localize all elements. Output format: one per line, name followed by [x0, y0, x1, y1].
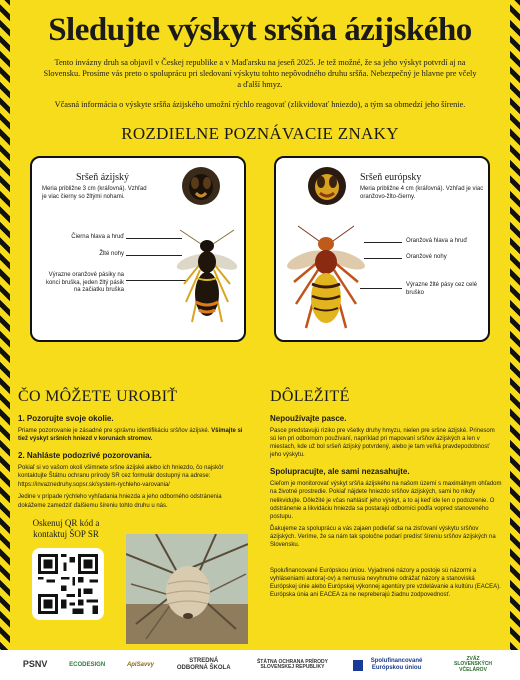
- logo-psnv: PSNV: [22, 659, 48, 670]
- logo-ecodesign: ECODESIGN: [69, 661, 106, 668]
- bottom-columns: [18, 388, 502, 620]
- step-1-text: Priame pozorovanie je zásadné pre správnu identifikáciu sršňov ázijské. Všímajte si tiež výskyt sršních hniezd v korunách stromov.: [18, 428, 243, 443]
- european-hornet-card: [274, 156, 490, 342]
- important-heading: DÔLEŽITÉ: [270, 388, 350, 405]
- eu-flag-icon: [353, 660, 363, 671]
- asian-hornet-illustration: [172, 218, 242, 336]
- pointer-line: [360, 288, 402, 289]
- pointer-line: [364, 258, 402, 259]
- what-to-do-heading: ČO MÔŽETE UROBIŤ: [18, 388, 178, 405]
- hazard-stripes-left: [0, 0, 10, 680]
- comparison-cards: [30, 156, 490, 342]
- european-hornet-illustration: [284, 220, 368, 338]
- asian-hornet-head-image: [182, 167, 220, 205]
- cooperate-text: Cieľom je monitorovať výskyt sršňa ázijského na našom území s maximálnym ohľadom na životné prostredie. Pokiaľ nájdete hniezdo sršňov ázijských, sami ho nikdy nelikvidujte. Dôležité je včas nahlásiť jeho výskyt, a to aj keď ide len o podozrenie. O odstránenie a likvidáciu hniezda sa postarajú odborníci podľa vopred stanoveného postupu.: [270, 481, 502, 520]
- european-hornet-desc: Meria približne 4 cm (kráľovná). Vzhľad je viac oranžovo-žlto-čierny.: [360, 185, 484, 200]
- report-link[interactable]: https://invaznedruhy.sopsr.sk/system-rychleho-varovania/: [18, 482, 170, 489]
- asian-hornet-card: [30, 156, 246, 342]
- poster-title: Sledujte výskyt sršňa ázijského: [48, 12, 472, 48]
- asian-label-abdomen: Výrazne oranžové pásiky na konci bruška, jeden žltý pásik na začiatku bruška: [45, 271, 124, 294]
- partner-logos-footer: [0, 650, 520, 680]
- differences-heading: ROZDIELNE POZNÁVACIE ZNAKY: [121, 123, 399, 143]
- eu-disclaimer: Spolufinancované Európskou úniou. Vyjadrené názory a postoje sú názormi a vyhláseniami autora(-ov) a nemusia nevyhnutne odrážať názory a stanoviská Európskej únie alebo Európskej výkonnej agentúry pre vzdelávanie a kultúru (EACEA). Európska únia ani EACEA za ne nepreberajú žiadnu zodpovednosť.: [270, 568, 501, 599]
- intro-text-2: Včasná informácia o výskyte sršňa ázijského umožní rýchlo reagovať (zlikvidovať hniezdo), a tým sa obmedzí jeho šírenie.: [54, 99, 466, 109]
- step-2-text: Pokiaľ si vo vašom okolí všimnete sršne ázijské alebo ich hniezdo, čo najskôr kontaktujte Štátnu ochranu prírody SR cez formulár dostupný na adrese:: [18, 465, 224, 480]
- step-2-note: Jedine v prípade rýchleho vyhľadania hniezda a jeho odborného odstránenia dokážeme zamedziť ďalšiemu šíreniu tohto druhu u nás.: [18, 494, 222, 509]
- european-label-head: Oranžová hlava a hruď: [406, 237, 468, 244]
- logo-school: STREDNÁ ODBORNÁ ŠKOLA: [176, 658, 231, 671]
- poster-top: [18, 0, 502, 342]
- logo-sop-sr: ŠTÁTNA OCHRANA PRÍRODY SLOVENSKEJ REPUBLIKY: [256, 658, 328, 670]
- no-traps-text: Pasce predstavujú riziko pre všetky druhy hmyzu, nielen pre sršne ázijské. Prinesom sú len pri odbornom používaní, napríklad pri mapovaní sršňov ázijských a len v miestach, kde už bol sršeň ázijský potvrdený, alebo je tam veľká pravdepodobnosť jeho výskytu.: [270, 428, 495, 459]
- intro-text: Tento invázny druh sa objavil v Českej republike a v Maďarsku na jeseň 2025. Je tež možné, že sa jeho výskyt potvrdí aj na Slovensku. Prosíme vás preto o spoluprácu pri sledovaní výskytu tohto nepôvodného druhu sršňa. Nebezpečný je hlavne pre včely a ďalší hmyz.: [43, 58, 477, 90]
- hornet-nest-photo: [126, 534, 248, 644]
- hazard-stripes-right: [510, 0, 520, 680]
- european-hornet-head-image: [308, 167, 346, 205]
- step-2-heading: 2. Nahláste podozrivé pozorovania.: [18, 451, 152, 461]
- european-label-legs: Oranžové nohy: [406, 253, 447, 260]
- asian-hornet-desc: Meria približne 3 cm (kráľovná). Vzhľad je viac čierny so žltými nohami.: [42, 185, 147, 200]
- thanks-text: Ďakujeme za spoluprácu a vás zajaen podieľať sa na zisťovaní výskytu sršňov ázijských. Veríme, že sa nám tak spoločne podarí predísť šíreniu sršňov ázijských na Slovensku.: [270, 525, 496, 549]
- european-label-abdomen: Výrazne žlté pásy cez celé bruško: [406, 281, 478, 296]
- important-column: [270, 388, 502, 620]
- european-hornet-title: Sršeň európsky: [360, 171, 422, 183]
- asian-label-head: Čierna hlava a hruď: [71, 233, 124, 240]
- asian-label-legs: Žlté nohy: [99, 250, 124, 257]
- qr-caption: Oskenuj QR kód a kontaktuj ŠOP SR: [32, 517, 100, 539]
- pointer-line: [364, 242, 402, 243]
- asian-hornet-title: Sršeň ázijský: [76, 171, 130, 183]
- cooperate-heading: Spolupracujte, ale sami nezasahujte.: [270, 467, 410, 477]
- logo-eu: Spolufinancované Európskou úniou: [353, 658, 427, 671]
- no-traps-heading: Nepoužívajte pasce.: [270, 414, 347, 423]
- step-1-heading: 1. Pozorujte svoje okolie.: [18, 414, 114, 423]
- logo-apisavvy: ApiSavvy: [126, 661, 154, 668]
- logo-beekeepers: ZVÄZ SLOVENSKÝCH VČELÁROV: [453, 655, 493, 673]
- qr-code[interactable]: [32, 548, 104, 620]
